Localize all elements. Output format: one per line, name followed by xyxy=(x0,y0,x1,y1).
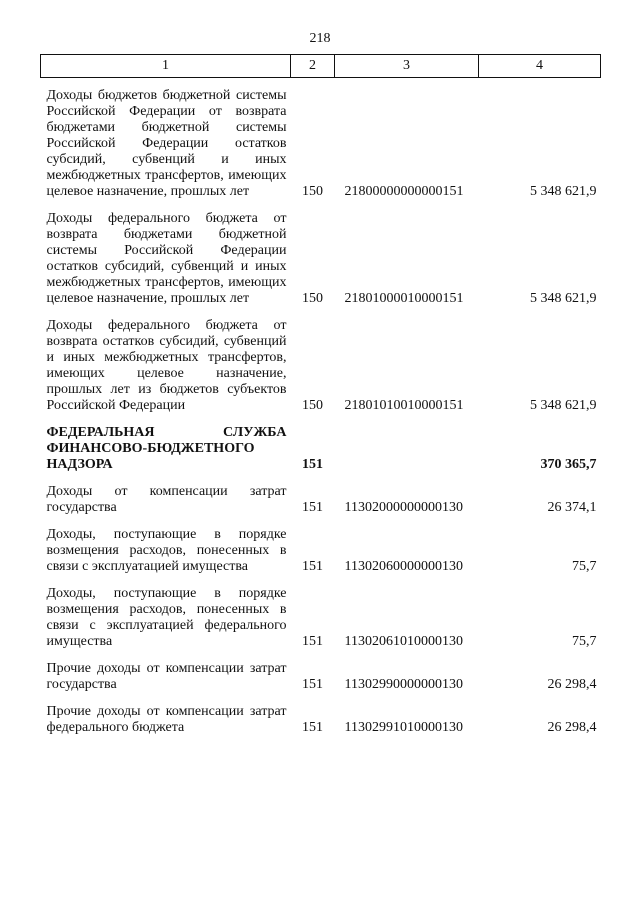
table-row xyxy=(41,476,601,519)
row-amount: 26 298,4 xyxy=(547,677,597,692)
table-header xyxy=(41,55,601,78)
row-name: Доходы федерального бюджета от возврата бюджетами бюджетной системы Российской Федерации остатков субсидий, субвенций и иных межбюджетных трансфертов, имеющих целевое назначение, прошлых лет xyxy=(46,211,287,306)
row-amount: 75,7 xyxy=(572,559,597,574)
table-row-section-total xyxy=(41,417,601,476)
column-header-name: 1 xyxy=(41,55,291,78)
row-admin-code: 151 xyxy=(302,559,323,574)
row-admin-code: 151 xyxy=(302,677,323,692)
row-amount: 5 348 621,9 xyxy=(530,291,597,306)
row-revenue-code: 21801000010000151 xyxy=(344,291,464,306)
row-name: Доходы от компенсации затрат государства xyxy=(46,484,287,515)
row-admin-code: 151 xyxy=(302,720,323,735)
row-amount: 75,7 xyxy=(572,634,597,649)
row-amount: 5 348 621,9 xyxy=(530,184,597,199)
column-header-revenue-code: 3 xyxy=(335,55,479,78)
row-name: Доходы, поступающие в порядке возмещения расходов, понесенных в связи с эксплуатацией федерального имущества xyxy=(46,586,287,649)
row-name: Прочие доходы от компенсации затрат федерального бюджета xyxy=(46,704,287,735)
table-row xyxy=(41,578,601,653)
row-revenue-code: 21800000000000151 xyxy=(344,184,464,199)
row-admin-code: 150 xyxy=(302,291,323,306)
table-row xyxy=(41,310,601,417)
column-header-amount: 4 xyxy=(479,55,601,78)
row-amount: 370 365,7 xyxy=(540,457,597,472)
row-revenue-code xyxy=(335,417,479,476)
row-revenue-code: 11302061010000130 xyxy=(344,634,463,649)
table-row xyxy=(41,203,601,310)
row-revenue-code: 11302991010000130 xyxy=(344,720,463,735)
row-admin-code: 151 xyxy=(302,457,323,472)
row-amount: 26 374,1 xyxy=(547,500,597,515)
row-amount: 26 298,4 xyxy=(547,720,597,735)
row-revenue-code: 21801010010000151 xyxy=(344,398,464,413)
row-revenue-code: 11302990000000130 xyxy=(344,677,463,692)
table-row xyxy=(41,519,601,578)
column-header-admin-code: 2 xyxy=(291,55,335,78)
row-name: Доходы бюджетов бюджетной системы Российской Федерации от возврата бюджетами бюджетной системы Российской Федерации остатков субсидий, субвенций и иных межбюджетных трансфертов, имеющих целевое назначение, прошлых лет xyxy=(46,88,287,199)
row-admin-code: 151 xyxy=(302,634,323,649)
table-row xyxy=(41,653,601,696)
table-body xyxy=(41,78,601,740)
table-row xyxy=(41,696,601,739)
row-admin-code: 150 xyxy=(302,184,323,199)
row-revenue-code: 11302060000000130 xyxy=(344,559,463,574)
row-name: Доходы, поступающие в порядке возмещения расходов, понесенных в связи с эксплуатацией имущества xyxy=(46,527,287,574)
budget-revenue-table xyxy=(40,54,601,739)
page-number: 218 xyxy=(309,31,331,46)
table-row xyxy=(41,78,601,204)
header-row xyxy=(41,55,601,78)
row-name: Доходы федерального бюджета от возврата остатков субсидий, субвенций и иных межбюджетных трансфертов, имеющих целевое назначение, прошлых лет из бюджетов субъектов Российской Федерации xyxy=(46,318,287,413)
row-amount: 5 348 621,9 xyxy=(530,398,597,413)
row-admin-code: 151 xyxy=(302,500,323,515)
row-revenue-code: 11302000000000130 xyxy=(344,500,463,515)
row-name: Прочие доходы от компенсации затрат государства xyxy=(46,661,287,692)
row-admin-code: 150 xyxy=(302,398,323,413)
row-name: ФЕДЕРАЛЬНАЯ СЛУЖБА ФИНАНСОВО-БЮДЖЕТНОГО НАДЗОРА xyxy=(46,425,287,472)
